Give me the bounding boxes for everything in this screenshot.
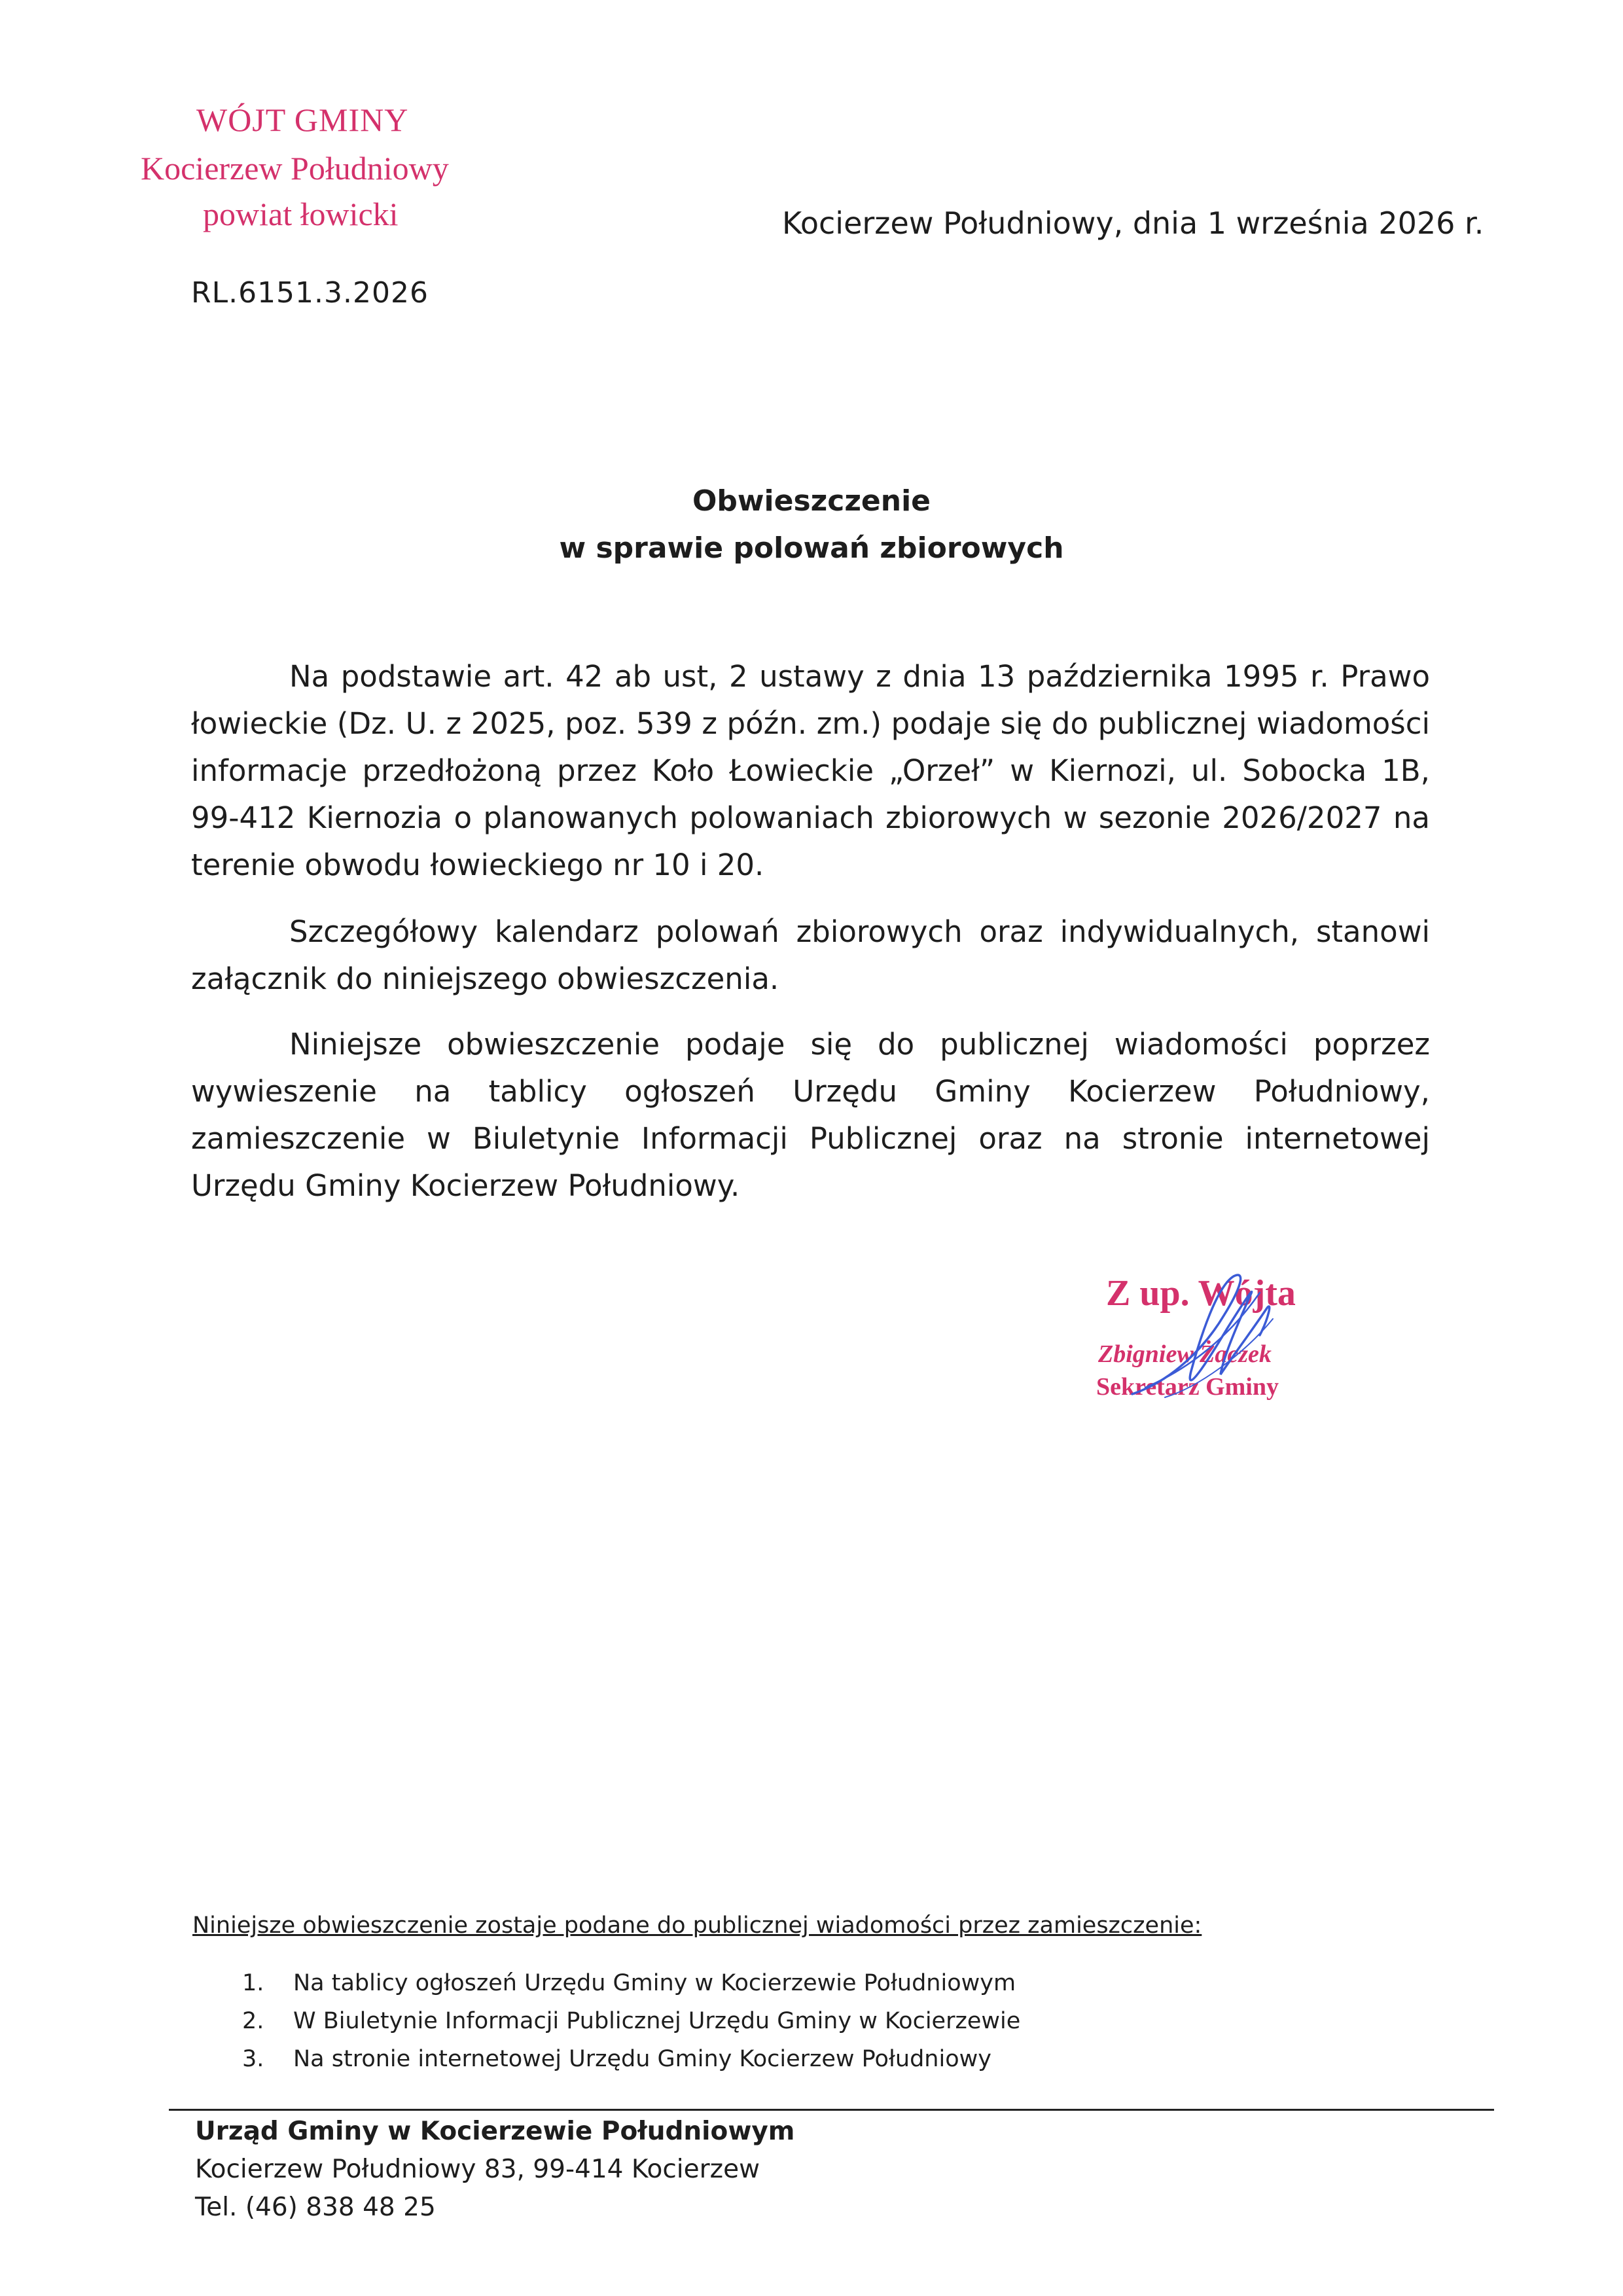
paragraph-2-text: Szczegółowy kalendarz polowań zbiorowych oraz indywidualnych, stanowi załącznik do niniejszego obwieszczenia. bbox=[191, 914, 1430, 996]
body-paragraph-2 bbox=[191, 908, 1430, 1003]
list-item-number: 2. bbox=[242, 2008, 264, 2034]
footer bbox=[195, 2113, 794, 2227]
list-item bbox=[242, 2008, 1020, 2046]
list-item bbox=[242, 1970, 1020, 2008]
stamp-title: WÓJT GMINY bbox=[196, 101, 409, 138]
title-line-1: Obwieszczenie bbox=[692, 484, 931, 518]
reference-number: RL.6151.3.2026 bbox=[191, 276, 429, 310]
handwritten-signature-icon bbox=[1093, 1257, 1342, 1414]
body-paragraph-3 bbox=[191, 1021, 1430, 1210]
signature-authorization: Z up. Wójta bbox=[1106, 1273, 1296, 1314]
list-item bbox=[242, 2046, 1020, 2084]
title-line-2: w sprawie polowań zbiorowych bbox=[559, 531, 1064, 565]
footer-phone: Tel. (46) 838 48 25 bbox=[195, 2193, 436, 2222]
stamp-county: powiat łowicki bbox=[203, 196, 399, 232]
publication-list bbox=[242, 1970, 1020, 2084]
footer-divider bbox=[169, 2109, 1494, 2111]
list-item-text: Na stronie internetowej Urzędu Gminy Kocierzew Południowy bbox=[293, 2046, 991, 2072]
publication-note-heading: Niniejsze obwieszczenie zostaje podane do publicznej wiadomości przez zamieszczenie: bbox=[192, 1912, 1202, 1939]
paragraph-1-text: Na podstawie art. 42 ab ust, 2 ustawy z dnia 13 października 1995 r. Prawo łowieckie (Dz. U. z 2025, poz. 539 z późn. zm.) podaje się do publicznej wiadomości informacje przedłożoną przez Koło Łowieckie „Orzeł” w Kiernozi, ul. Sobocka 1B, 99-412 Kiernozia o planowanych polowaniach zbiorowych w sezonie 2026/2027 na terenie obwodu łowieckiego nr 10 i 20. bbox=[191, 659, 1430, 882]
stamp-municipality: Kocierzew Południowy bbox=[141, 150, 449, 187]
list-item-text: W Biuletynie Informacji Publicznej Urzędu Gminy w Kocierzewie bbox=[293, 2008, 1021, 2034]
signature-position: Sekretarz Gminy bbox=[1096, 1373, 1279, 1401]
list-item-number: 3. bbox=[242, 2046, 264, 2072]
paragraph-3-text: Niniejsze obwieszczenie podaje się do publicznej wiadomości poprzez wywieszenie na tablicy ogłoszeń Urzędu Gminy Kocierzew Południowy, zamieszczenie w Biuletynie Informacji Publicznej oraz na stronie internetowej Urzędu Gminy Kocierzew Południowy. bbox=[191, 1027, 1430, 1203]
signature-stamp bbox=[1093, 1257, 1342, 1414]
footer-office-name: Urząd Gminy w Kocierzewie Południowym bbox=[195, 2117, 795, 2146]
document-title bbox=[0, 478, 1623, 572]
signature-name: Zbigniew Żaczek bbox=[1098, 1340, 1272, 1368]
place-and-date: Kocierzew Południowy, dnia 1 września 2026 r. bbox=[782, 206, 1484, 241]
body-paragraph-1 bbox=[191, 653, 1430, 889]
list-item-text: Na tablicy ogłoszeń Urzędu Gminy w Kocierzewie Południowym bbox=[293, 1970, 1016, 1996]
footer-address: Kocierzew Południowy 83, 99-414 Kocierzew bbox=[195, 2155, 760, 2184]
list-item-number: 1. bbox=[242, 1970, 264, 1996]
